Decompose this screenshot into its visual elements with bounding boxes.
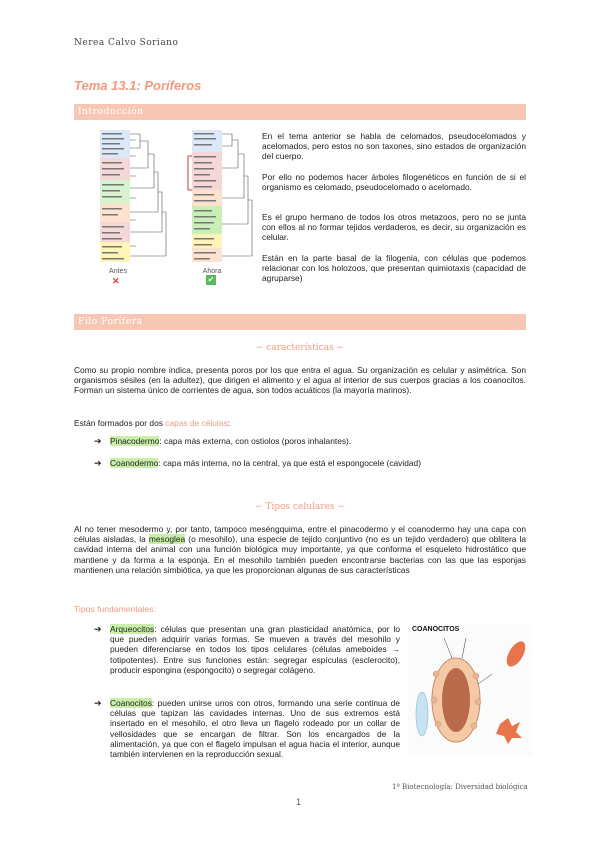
bullet-arqueocitos [94, 624, 400, 675]
capas-link: capas de células [165, 418, 228, 428]
figure-title: COANOCITOS [412, 626, 460, 633]
term-coanodermo: Coanodermo [110, 458, 159, 468]
tree-right-caption: Ahora [202, 268, 222, 275]
tree-left-caption: Antes [109, 268, 127, 275]
phylogeny-trees-figure [96, 128, 256, 270]
check-icon: ✔ [207, 275, 215, 284]
tree-before [100, 130, 166, 262]
coanodermo-text: : capa más interna, no la central, ya que está el espongocele (cavidad) [158, 458, 421, 468]
arrow-icon: ➔ [94, 458, 102, 468]
arqueocitos-text: : células que presentan una gran plasticidad anatómica, por lo que pueden adquirir varias formas. Se mueven a través del mesohilo y pueden diferenciarse en todos los tipos celulares (células ameboides → totipotentes). Entre sus funciones están: segregar espículas (esclerocito), producir espongina (espongocito) o segregar colágeno. [110, 624, 400, 675]
bullet-coanocitos [94, 698, 400, 759]
section-bar-intro [74, 104, 526, 120]
tipos-text-a: Al no tener mesodermo y, por tanto, tampoco meséngquima, entre el pinacodermo y el coanodermo hay una capa con células aisladas, la [74, 524, 526, 545]
pinacodermo-text: : capa más externa, con ostiolos (poros inhalantes). [159, 436, 352, 446]
term-coanocitos: Coanocitos [110, 698, 152, 708]
intro-paragraph-2: Por ello no podemos hacer árboles filogenéticos en función de si el organismo es celomado, pseudocelomado o acelomado. [262, 172, 526, 193]
arrow-icon: ➔ [94, 436, 102, 446]
capas-intro-text: Están formados por dos [74, 418, 166, 428]
arrow-icon: ➔ [94, 624, 102, 634]
footer-course: 1º Biotecnología: Diversidad biológica [392, 783, 528, 791]
term-arqueocitos: Arqueocitos [110, 624, 155, 634]
tipos-text-b: (o mesohilo), una especie de tejido conjuntivo (no es un tejido verdadero) que oblitera la cavidad interna del animal con una función biológica muy importante, ya que conforma el esqueleto hidrostático que mantiene y da forma a la esponja. En el mesohilo también pueden encontrarse bacterias con las que las esponjas mantienen una relación simbiótica, ya que les proporcionan algunas de sus características [74, 534, 527, 575]
bullet-coanodermo [94, 458, 526, 468]
capas-intro [74, 418, 526, 428]
coanocitos-figure [408, 624, 532, 756]
page-number: 1 [296, 797, 302, 807]
coanocitos-text: : pueden unirse unos con otros, formando una serie continua de células que tapizan las cavidades internas. Uno de sus extremos está insertado en el mesohilo, el otro lleva un flagelo rodeado por un collar de vellosidades que se encargan de filtrar. Son los encargados de la alimentación, ya que con el flagelo impulsan el agua hacia el interior, aunque también intervienen en la reproducción sexual. [110, 698, 400, 760]
author-name: Nerea Calvo Soriano [74, 38, 179, 48]
page-title: Tema 13.1: Poríferos [74, 78, 202, 93]
section-label-intro: Introducción [78, 107, 144, 117]
intro-paragraph-4: Están en la parte basal de la filogenia, con células que podemos relacionar con los holozoos, que presentan quimiotaxis (capacidad de agruparse) [262, 253, 526, 284]
term-pinacodermo: Pinacodermo [110, 436, 160, 446]
bullet-pinacodermo [94, 436, 526, 446]
heading-tipos-celulares: ∽ Tipos celulares ∽ [255, 502, 345, 512]
intro-paragraph-3: Es el grupo hermano de todos los otros metazoos, pero no se junta con ellos al no formar tejidos verdaderos, es decir, su organización es celular. [262, 212, 526, 243]
arrow-icon: ➔ [94, 698, 102, 708]
intro-paragraph-1: En el tema anterior se habla de celomados, pseudocelomados y acelomados, pero estos no son taxones, sino estados de organización del cuerpo. [262, 131, 526, 162]
section-label-filo: Filo Porífera [78, 317, 143, 327]
heading-caracteristicas: ∽ características ∽ [255, 343, 345, 353]
cross-icon: ✕ [112, 276, 120, 286]
caracteristicas-paragraph: Como su propio nombre indica, presenta poros por los que entra el agua. Su organización es celular y asimétrica. Son organismos sésiles (en la adultez), que dirigen el alimento y el agua al interior de sus cuerpos gracias a los coanocitos. Forman un sistema único de corrientes de agua, son todos acuáticos (la mayoría marinos). [74, 365, 526, 396]
term-mesoglea: mesoglea [148, 534, 186, 545]
tipos-fundamentales-label: Tipos fundamentales: [74, 604, 156, 614]
tipos-paragraph [74, 524, 526, 575]
capas-colon: : [227, 418, 230, 428]
sponge-illustration [408, 624, 532, 756]
section-bar-filo [74, 314, 526, 330]
tree-after [188, 130, 252, 262]
